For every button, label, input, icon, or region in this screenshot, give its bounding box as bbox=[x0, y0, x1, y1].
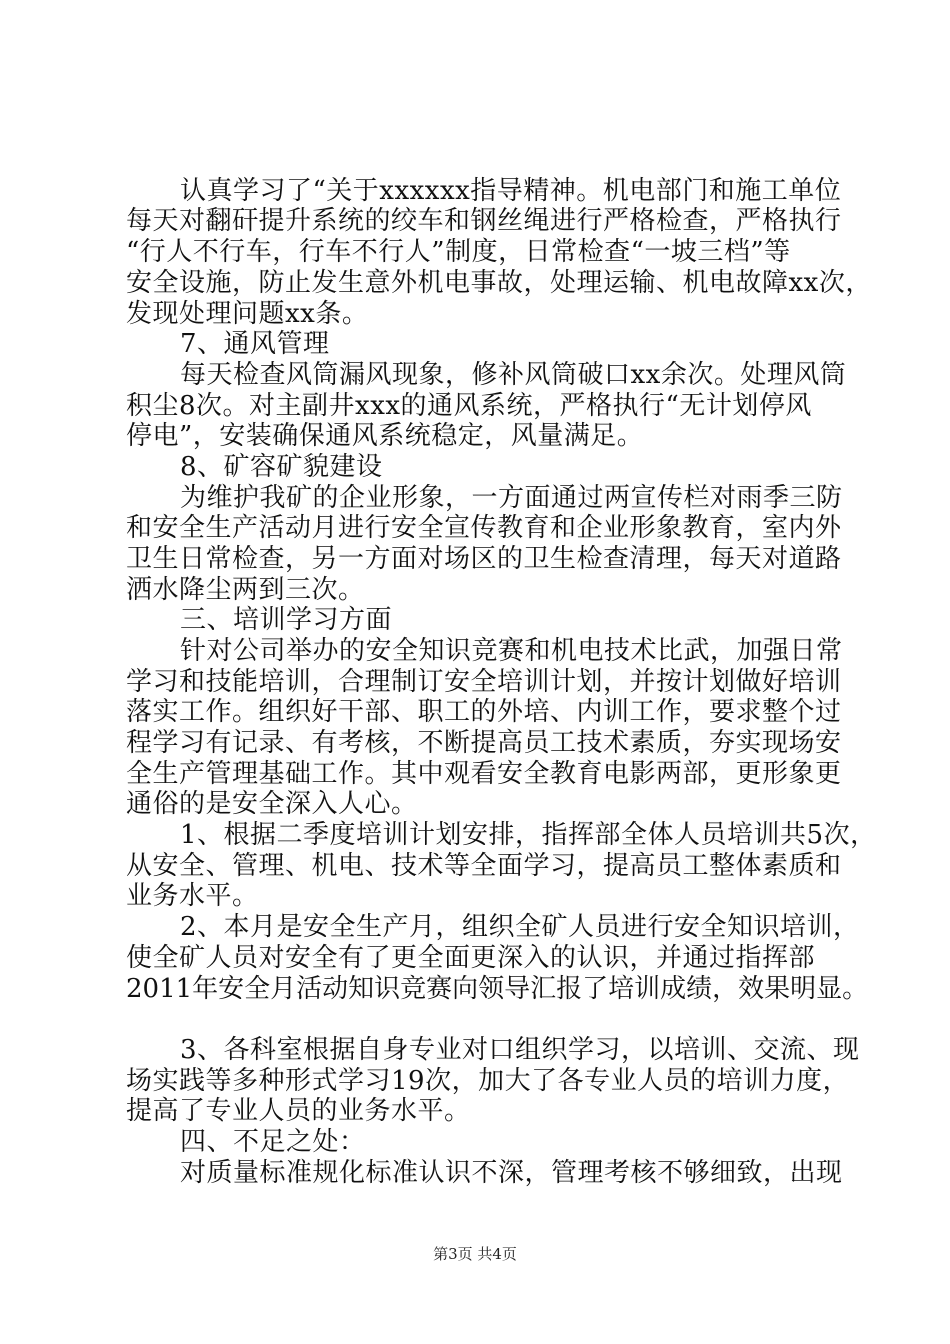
text-line: 2、本月是安全生产月，组织全矿人员进行安全知识培训， bbox=[180, 912, 860, 942]
page-number-footer: 第3页 共4页 bbox=[433, 1245, 517, 1263]
text-line: 对质量标准规化标准认识不深，管理考核不够细致，出现 bbox=[180, 1158, 843, 1188]
text-line: 场实践等多种形式学习19次，加大了各专业人员的培训力度， bbox=[126, 1066, 850, 1096]
text-line: 通俗的是安全深入人心。 bbox=[126, 789, 418, 819]
text-line: “行人不行车，行车不行人”制度，日常检查“一坡三档”等 bbox=[126, 237, 791, 267]
text-line: 卫生日常检查，另一方面对场区的卫生检查清理，每天对道路 bbox=[126, 544, 842, 574]
text-line: 洒水降尘两到三次。 bbox=[126, 575, 365, 605]
text-line: 积尘8次。对主副井xxx的通风系统，严格执行“无计划停风 bbox=[126, 391, 812, 421]
text-line: 1、根据二季度培训计划安排，指挥部全体人员培训共5次， bbox=[180, 820, 877, 850]
text-line: 为维护我矿的企业形象，一方面通过两宣传栏对雨季三防 bbox=[180, 483, 843, 513]
text-line: 提高了专业人员的业务水平。 bbox=[126, 1096, 471, 1126]
text-line: 发现处理问题xx条。 bbox=[126, 299, 369, 329]
section-heading: 三、培训学习方面 bbox=[180, 605, 393, 635]
text-line: 针对公司举办的安全知识竞赛和机电技术比武，加强日常 bbox=[180, 636, 843, 666]
text-line: 学习和技能培训，合理制订安全培训计划，并按计划做好培训 bbox=[126, 667, 842, 697]
text-line: 业务水平。 bbox=[126, 881, 259, 911]
text-line: 3、各科室根据自身专业对口组织学习，以培训、交流、现 bbox=[180, 1035, 860, 1065]
text-line: 程学习有记录、有考核，不断提高员工技术素质，夯实现场安 bbox=[126, 728, 842, 758]
text-line: 全生产管理基础工作。其中观看安全教育电影两部，更形象更 bbox=[126, 759, 842, 789]
text-line: 停电”，安装确保通风系统稳定，风量满足。 bbox=[126, 421, 644, 451]
section-heading: 7、通风管理 bbox=[180, 329, 330, 359]
text-line: 和安全生产活动月进行安全宣传教育和企业形象教育，室内外 bbox=[126, 513, 842, 543]
section-heading: 四、不足之处： bbox=[180, 1127, 366, 1157]
text-line: 认真学习了“关于xxxxxx指导精神。机电部门和施工单位 bbox=[180, 176, 842, 206]
text-line: 落实工作。组织好干部、职工的外培、内训工作，要求整个过 bbox=[126, 697, 842, 727]
text-line: 2011年安全月活动知识竞赛向领导汇报了培训成绩，效果明显。 bbox=[126, 974, 869, 1004]
section-heading: 8、矿容矿貌建设 bbox=[180, 452, 383, 482]
text-line: 安全设施，防止发生意外机电事故，处理运输、机电故障xx次， bbox=[126, 268, 872, 298]
text-line: 从安全、管理、机电、技术等全面学习，提高员工整体素质和 bbox=[126, 851, 842, 881]
text-line: 每天检查风筒漏风现象，修补风筒破口xx余次。处理风筒 bbox=[180, 360, 847, 390]
text-line: 使全矿人员对安全有了更全面更深入的认识，并通过指挥部 bbox=[126, 943, 816, 973]
text-line: 每天对翻矸提升系统的绞车和钢丝绳进行严格检查，严格执行 bbox=[126, 206, 842, 236]
